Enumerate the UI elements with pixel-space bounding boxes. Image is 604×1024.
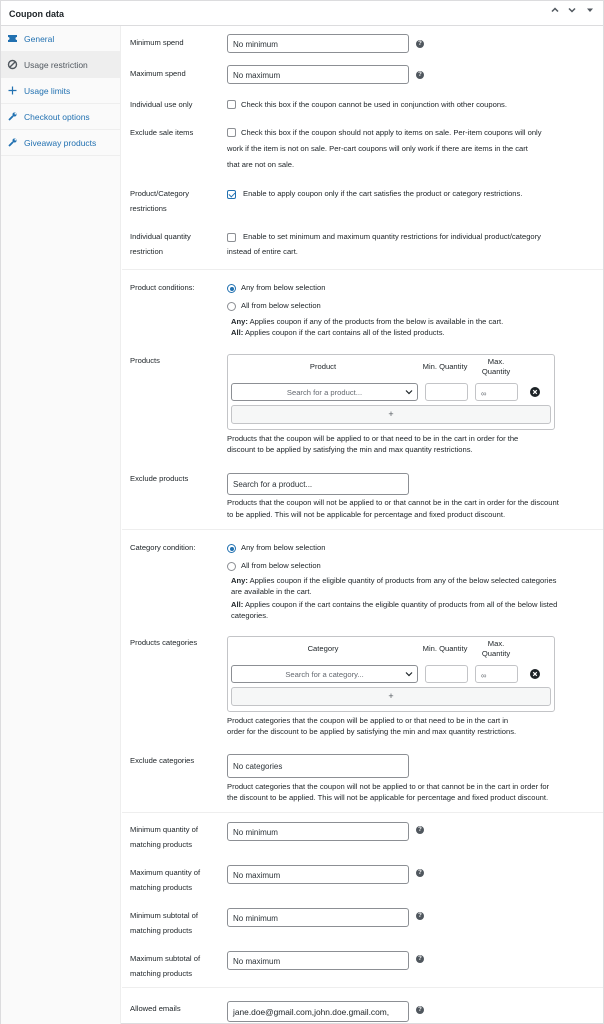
products-description-line: discount to be applied by satisfying the min and max quantity restrictions. [227,445,473,454]
product-category-restrictions-description: Enable to apply coupon only if the cart satisfies the product or category restrictions. [243,189,523,198]
categories-description-line: order for the discount to be applied by satisfying the min and max quantity restrictions. [227,727,517,736]
individual-use-label: Individual use only [130,100,193,109]
individual-quantity-description-line: instead of entire cart. [227,247,298,256]
min-subtotal-matching-label: Minimum subtotal of [130,911,198,920]
product-column-header: Product [309,362,337,371]
exclude-categories-description-line: Product categories that the coupon will not be applied to or that cannot be in the cart in order for [227,782,550,791]
help-icon[interactable]: ? [416,71,424,79]
collapse-toggle-icon[interactable] [583,5,597,19]
max-subtotal-matching-input[interactable]: No maximum [227,951,409,970]
wrench-icon [7,111,18,122]
sidebar-item-label: Giveaway products [24,138,97,148]
product-search-placeholder: Search for a product... [286,388,363,397]
exclude-products-input[interactable]: Search for a product... [227,473,409,495]
min-quantity-input[interactable] [425,665,468,683]
sidebar-item-checkout-options[interactable] [1,104,121,130]
allowed-emails-input[interactable]: jane.doe@gmail.com,john.doe.gmail.com, [227,1001,409,1022]
category-condition-any-help: Any: Applies coupon if the eligible quantity of products from any of the below selected categories [231,576,557,585]
individual-quantity-description-line: Enable to set minimum and maximum quantity restrictions for individual product/category [243,232,541,241]
min-quantity-matching-label: Minimum quantity of [130,825,198,834]
max-subtotal-matching-label: matching products [130,969,193,978]
min-quantity-matching-label: matching products [130,840,193,849]
category-condition-all-label: All from below selection [241,561,321,570]
category-condition-all-radio[interactable] [227,562,236,571]
min-quantity-column-header: Min. Quantity [422,362,468,371]
category-condition-any-radio[interactable] [227,544,236,553]
product-category-restrictions-label: restrictions [130,204,167,213]
category-condition-any-label: Any from below selection [241,543,326,552]
product-category-restrictions-checkbox[interactable] [227,190,236,199]
exclude-categories-input[interactable]: No categories [227,754,409,778]
individual-quantity-restriction-label: restriction [130,247,163,256]
chevron-up-icon[interactable] [548,5,562,19]
max-subtotal-matching-label: Maximum subtotal of [130,954,201,963]
max-quantity-matching-label: matching products [130,883,193,892]
coupon-tabs-sidebar [1,26,121,1024]
add-category-row-button[interactable]: + [231,687,551,706]
individual-use-description: Check this box if the coupon cannot be used in conjunction with other coupons. [241,100,507,109]
products-label: Products [130,356,160,365]
individual-quantity-restriction-label: Individual quantity [130,232,191,241]
min-subtotal-matching-input[interactable]: No minimum [227,908,409,927]
sidebar-item-usage-limits[interactable] [1,78,121,104]
plus-icon [7,85,18,96]
category-condition-any-help: are available in the cart. [231,587,312,596]
category-search-select[interactable] [231,665,418,683]
panel-title: Coupon data [9,9,64,19]
product-category-restrictions-label: Product/Category [130,189,190,198]
help-icon[interactable]: ? [416,1006,424,1014]
minimum-spend-label: Minimum spend [130,38,184,47]
max-quantity-column-header: Quantity [481,367,511,376]
max-quantity-matching-label: Maximum quantity of [130,868,201,877]
help-icon[interactable]: ? [416,826,424,834]
section-divider [122,812,603,813]
products-description-line: Products that the coupon will be applied to or that need to be in the cart in order for the [227,434,519,443]
product-search-select[interactable] [231,383,418,401]
product-conditions-all-label: All from below selection [241,301,321,310]
product-conditions-any-help: Any: Applies coupon if any of the products from the below is available in the cart. [231,317,504,326]
allowed-emails-label: Allowed emails [130,1004,181,1013]
product-conditions-all-radio[interactable] [227,302,236,311]
category-condition-all-help: categories. [231,611,269,620]
exclude-categories-description-line: the discount to be applied. This will not be applicable for percentage and fixed product discount. [227,793,549,802]
exclude-products-description-line: to be applied. This will not be applicable for percentage and fixed product discount. [227,510,506,519]
min-quantity-column-header: Min. Quantity [422,644,468,653]
individual-quantity-restriction-checkbox[interactable] [227,233,236,242]
exclude-sale-items-label: Exclude sale items [130,128,194,137]
section-divider [122,987,603,988]
exclude-categories-label: Exclude categories [130,756,195,765]
product-conditions-any-label: Any from below selection [241,283,326,292]
help-icon[interactable]: ? [416,912,424,920]
maximum-spend-input[interactable]: No maximum [227,65,409,84]
sidebar-item-general[interactable] [1,26,121,52]
category-search-placeholder: Search for a category... [285,670,364,679]
max-quantity-column-header: Max. [487,357,505,366]
remove-row-icon[interactable] [530,669,540,679]
section-divider [122,529,603,530]
exclude-sale-description-line: Check this box if the coupon should not apply to items on sale. Per-item coupons will only [241,128,542,137]
exclude-sale-description-line: that are not on sale. [227,160,295,169]
product-conditions-any-radio[interactable] [227,284,236,293]
sidebar-item-usage-restriction[interactable] [1,52,121,78]
max-quantity-input[interactable]: ∞ [475,383,518,401]
sidebar-item-label: General [24,34,55,44]
sidebar-item-label: Usage limits [24,86,71,96]
chevron-down-icon [405,666,413,682]
ticket-icon [7,33,18,44]
category-column-header: Category [307,644,339,653]
individual-use-checkbox[interactable] [227,100,236,109]
chevron-down-icon[interactable] [565,5,579,19]
add-product-row-button[interactable]: + [231,405,551,424]
min-subtotal-matching-label: matching products [130,926,193,935]
products-categories-label: Products categories [130,638,198,647]
minimum-spend-input[interactable]: No minimum [227,34,409,53]
exclude-products-label: Exclude products [130,474,189,483]
min-quantity-input[interactable] [425,383,468,401]
exclude-products-description-line: Products that the coupon will not be applied to or that cannot be in the cart in order for the discount [227,498,559,507]
sidebar-item-label: Usage restriction [24,60,88,70]
blocked-icon [7,59,18,70]
help-icon[interactable]: ? [416,869,424,877]
section-divider [122,269,603,270]
max-quantity-input[interactable]: ∞ [475,665,518,683]
exclude-sale-description-line: work if the item is not on sale. Per-cart coupons will only work if there are items in the cart [227,144,528,153]
categories-table [227,636,555,712]
min-quantity-matching-input[interactable]: No minimum [227,822,409,841]
panel-header [1,1,603,26]
sidebar-item-giveaway-products[interactable] [1,130,121,156]
sidebar-item-label: Checkout options [24,112,90,122]
max-quantity-column-header: Quantity [481,649,511,658]
product-conditions-label: Product conditions: [130,283,195,292]
category-condition-label: Category condition: [130,543,196,552]
exclude-sale-items-checkbox[interactable] [227,128,236,137]
chevron-down-icon [405,384,413,400]
products-table [227,354,555,430]
category-condition-all-help: All: Applies coupon if the cart contains the eligible quantity of products from all of the below listed [231,600,558,609]
maximum-spend-label: Maximum spend [130,69,186,78]
help-icon[interactable]: ? [416,40,424,48]
max-quantity-column-header: Max. [487,639,505,648]
help-icon[interactable]: ? [416,955,424,963]
usage-restriction-panel [122,26,603,1024]
max-quantity-matching-input[interactable]: No maximum [227,865,409,884]
categories-description-line: Product categories that the coupon will be applied to or that need to be in the cart in [227,716,509,725]
remove-row-icon[interactable] [530,387,540,397]
product-conditions-all-help: All: Applies coupon if the cart contains all of the listed products. [231,328,445,337]
wrench-icon [7,137,18,148]
